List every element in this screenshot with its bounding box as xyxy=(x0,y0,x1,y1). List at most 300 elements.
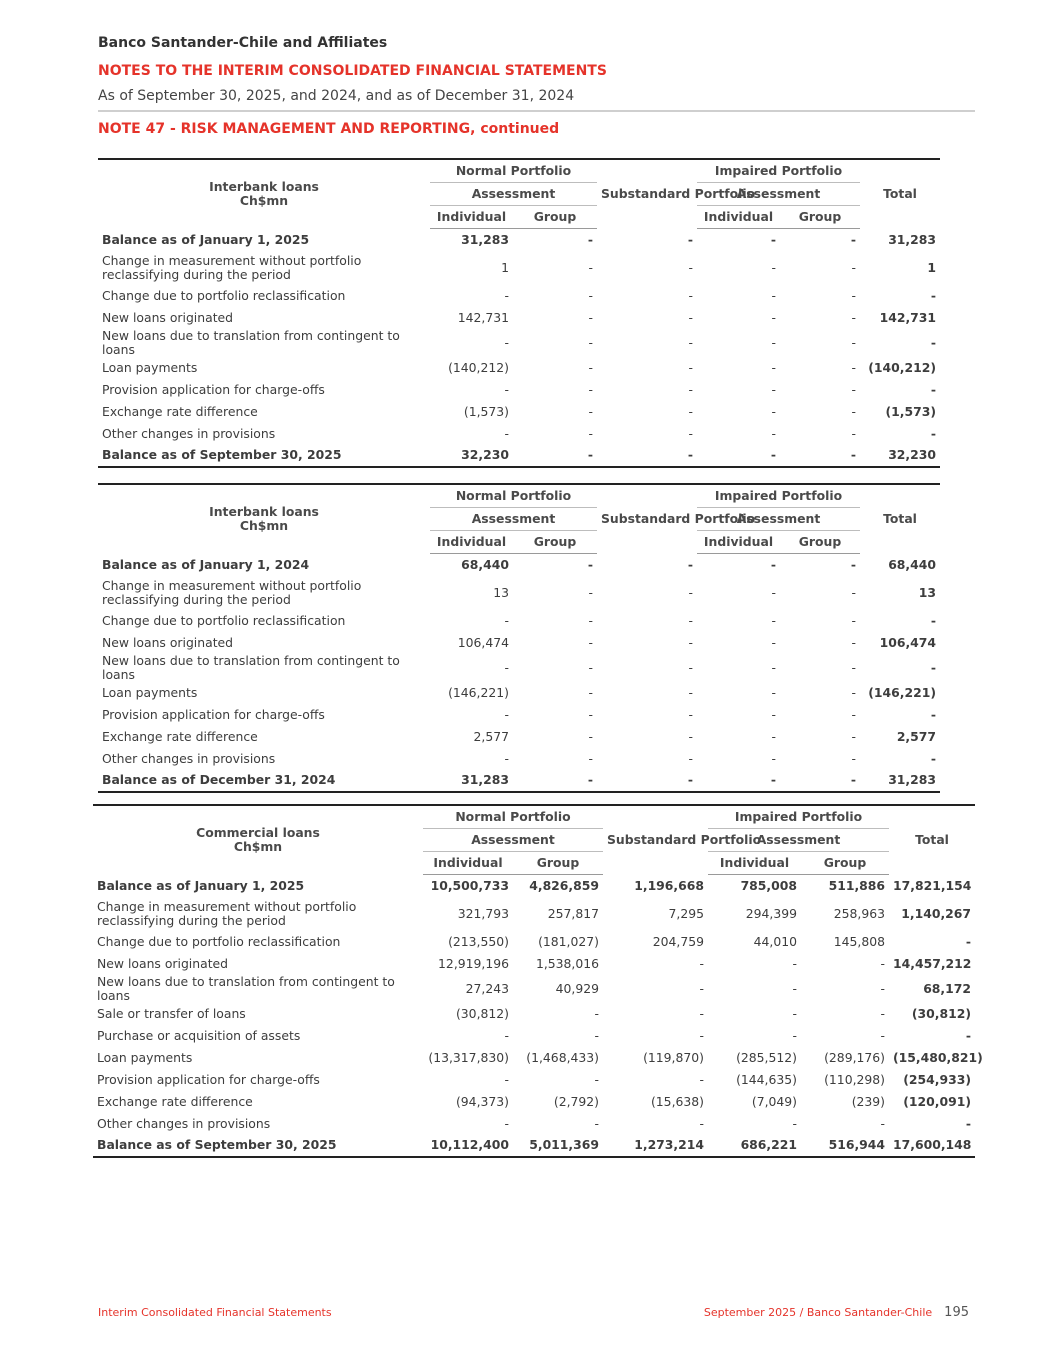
value-cell: (110,298) xyxy=(824,1071,886,1087)
value-cell: - xyxy=(780,770,860,792)
value-cell: - xyxy=(771,287,776,303)
value-cell: - xyxy=(504,612,509,628)
value-cell: 1,273,214 xyxy=(603,1135,708,1157)
value-cell: - xyxy=(699,1115,704,1131)
total-cell: 142,731 xyxy=(879,309,937,325)
value-cell: - xyxy=(770,231,776,247)
value-cell: - xyxy=(699,1005,704,1021)
value-cell: - xyxy=(688,634,693,650)
table-row xyxy=(98,445,940,467)
value-cell: - xyxy=(699,955,704,971)
interbank-loans-2024-table xyxy=(98,483,940,793)
table-row xyxy=(93,1003,975,1025)
total-cell: 17,821,154 xyxy=(893,877,972,893)
total-header: Total xyxy=(889,805,975,875)
group-header: Group xyxy=(513,531,597,554)
value-cell: - xyxy=(504,287,509,303)
value-cell: - xyxy=(504,706,509,722)
row-label: Provision application for charge-offs xyxy=(97,1071,320,1087)
value-cell: - xyxy=(771,612,776,628)
table-row xyxy=(98,554,940,576)
value-cell: 68,440 xyxy=(461,556,509,572)
value-cell: (289,176) xyxy=(824,1049,886,1065)
value-cell: - xyxy=(851,728,857,744)
value-cell: 13 xyxy=(493,584,509,600)
value-cell: 32,230 xyxy=(430,445,513,467)
value-cell: - xyxy=(688,584,693,600)
table-label-header: Interbank loans Ch$mn xyxy=(98,159,430,229)
value-cell: 10,112,400 xyxy=(423,1135,513,1157)
substandard-portfolio-header: Substandard Portfolio xyxy=(597,484,697,554)
value-cell: - xyxy=(687,231,693,247)
total-header: Total xyxy=(860,484,940,554)
value-cell: 145,808 xyxy=(833,933,886,949)
value-cell: - xyxy=(688,728,693,744)
value-cell: 12,919,196 xyxy=(438,955,509,971)
value-cell: - xyxy=(792,1115,797,1131)
value-cell: - xyxy=(504,381,509,397)
table-row xyxy=(98,726,940,748)
value-cell: - xyxy=(513,445,597,467)
value-cell: - xyxy=(588,359,593,375)
row-label: Change in measurement without portfolio reclassifying during the period xyxy=(102,252,362,282)
row-label: Balance as of January 1, 2025 xyxy=(97,877,305,893)
value-cell: (13,317,830) xyxy=(428,1049,509,1065)
table-row xyxy=(98,401,940,423)
table-row xyxy=(98,770,940,792)
table-row xyxy=(93,875,975,897)
assessment-header: Assessment xyxy=(430,508,597,531)
row-label: Balance as of January 1, 2025 xyxy=(102,231,310,247)
table-row xyxy=(98,357,940,379)
table-row xyxy=(93,1047,975,1069)
individual-header: Individual xyxy=(708,852,801,875)
value-cell: - xyxy=(588,259,593,275)
total-cell: - xyxy=(930,750,937,766)
value-cell: - xyxy=(588,750,593,766)
value-cell: - xyxy=(771,381,776,397)
row-label: Other changes in provisions xyxy=(97,1115,271,1131)
value-cell: (1,573) xyxy=(463,403,509,419)
value-cell: - xyxy=(851,334,857,350)
value-cell: 31,283 xyxy=(461,231,509,247)
value-cell: - xyxy=(597,770,697,792)
value-cell: - xyxy=(880,1027,886,1043)
value-cell: - xyxy=(687,556,693,572)
row-label: New loans due to translation from contingent to loans xyxy=(97,973,395,1003)
row-label: Provision application for charge-offs xyxy=(102,706,325,722)
total-cell: 1 xyxy=(927,259,937,275)
value-cell: (2,792) xyxy=(553,1093,599,1109)
row-label: New loans due to translation from contingent to loans xyxy=(102,327,400,357)
value-cell: - xyxy=(504,1115,509,1131)
row-label: Balance as of December 31, 2024 xyxy=(98,770,430,792)
table-label-header: Commercial loans Ch$mn xyxy=(93,805,423,875)
total-cell: (140,212) xyxy=(868,359,937,375)
value-cell: - xyxy=(594,1115,599,1131)
value-cell: - xyxy=(880,1005,886,1021)
value-cell: - xyxy=(504,659,509,675)
total-cell: 14,457,212 xyxy=(893,955,972,971)
value-cell: 204,759 xyxy=(652,933,704,949)
total-cell: 32,230 xyxy=(860,445,940,467)
total-cell: 13 xyxy=(918,584,937,600)
value-cell: 142,731 xyxy=(457,309,509,325)
value-cell: - xyxy=(588,309,593,325)
value-cell: 1 xyxy=(501,259,509,275)
row-label: Change due to portfolio reclassification xyxy=(97,933,341,949)
total-cell: (254,933) xyxy=(903,1071,972,1087)
value-cell: - xyxy=(588,634,593,650)
group-header: Group xyxy=(780,531,860,554)
individual-header: Individual xyxy=(697,206,780,229)
assessment-header: Assessment xyxy=(697,508,860,531)
interbank-loans-2025-table xyxy=(98,158,940,468)
value-cell: (140,212) xyxy=(448,359,509,375)
value-cell: - xyxy=(588,612,593,628)
table-row xyxy=(93,975,975,1003)
value-cell: - xyxy=(588,659,593,675)
table-label-header: Interbank loans Ch$mn xyxy=(98,484,430,554)
row-label: Change in measurement without portfolio reclassifying during the period xyxy=(97,898,357,928)
value-cell: - xyxy=(851,287,857,303)
footer-right: September 2025 / Banco Santander-Chile 195 xyxy=(703,1305,969,1320)
value-cell: - xyxy=(851,612,857,628)
company-name: Banco Santander-Chile and Affiliates xyxy=(98,35,388,51)
value-cell: 4,826,859 xyxy=(529,877,599,893)
value-cell: - xyxy=(771,259,776,275)
value-cell: - xyxy=(688,287,693,303)
total-cell: (1,573) xyxy=(885,403,937,419)
value-cell: - xyxy=(588,403,593,419)
value-cell: (119,870) xyxy=(643,1049,704,1065)
table-row xyxy=(93,1091,975,1113)
page-number: 195 xyxy=(944,1305,969,1320)
total-cell: (15,480,821) xyxy=(893,1049,983,1065)
row-label: New loans originated xyxy=(102,634,234,650)
value-cell: - xyxy=(688,425,693,441)
value-cell: 10,500,733 xyxy=(430,877,509,893)
value-cell: - xyxy=(594,1005,599,1021)
value-cell: - xyxy=(792,1027,797,1043)
row-label: Balance as of January 1, 2024 xyxy=(102,556,310,572)
total-cell: 68,172 xyxy=(923,980,972,996)
total-cell: - xyxy=(930,612,937,628)
total-cell: - xyxy=(965,933,972,949)
value-cell: 5,011,369 xyxy=(513,1135,603,1157)
total-cell: 1,140,267 xyxy=(901,905,972,921)
row-label: New loans originated xyxy=(102,309,234,325)
assessment-header: Assessment xyxy=(430,183,597,206)
value-cell: 7,295 xyxy=(668,905,704,921)
value-cell: - xyxy=(771,309,776,325)
total-cell: - xyxy=(930,659,937,675)
table-row xyxy=(98,748,940,770)
value-cell: - xyxy=(792,955,797,971)
table-row xyxy=(98,682,940,704)
value-cell: 516,944 xyxy=(801,1135,889,1157)
value-cell: (285,512) xyxy=(736,1049,797,1065)
table-row xyxy=(98,229,940,251)
value-cell: 27,243 xyxy=(465,980,509,996)
value-cell: - xyxy=(792,980,797,996)
value-cell: - xyxy=(688,659,693,675)
value-cell: - xyxy=(771,750,776,766)
value-cell: - xyxy=(880,980,886,996)
row-label: Exchange rate difference xyxy=(102,728,258,744)
total-cell: - xyxy=(930,381,937,397)
row-label: New loans due to translation from contingent to loans xyxy=(102,652,400,682)
value-cell: - xyxy=(850,231,857,247)
value-cell: - xyxy=(504,1027,509,1043)
value-cell: - xyxy=(771,684,776,700)
table-row xyxy=(98,307,940,329)
group-header: Group xyxy=(513,852,603,875)
assessment-header: Assessment xyxy=(697,183,860,206)
total-cell: - xyxy=(930,706,937,722)
value-cell: (1,468,433) xyxy=(526,1049,599,1065)
value-cell: - xyxy=(587,231,593,247)
value-cell: - xyxy=(851,403,857,419)
value-cell: - xyxy=(588,684,593,700)
value-cell: - xyxy=(851,584,857,600)
value-cell: 44,010 xyxy=(753,933,797,949)
row-label: Sale or transfer of loans xyxy=(97,1005,246,1021)
value-cell: - xyxy=(771,334,776,350)
value-cell: - xyxy=(588,381,593,397)
row-label: Other changes in provisions xyxy=(102,425,276,441)
individual-header: Individual xyxy=(430,206,513,229)
impaired-portfolio-header: Impaired Portfolio xyxy=(708,805,889,829)
value-cell: - xyxy=(587,556,593,572)
value-cell: - xyxy=(851,309,857,325)
value-cell: - xyxy=(688,334,693,350)
value-cell: - xyxy=(771,403,776,419)
value-cell: 40,929 xyxy=(555,980,599,996)
total-cell: 17,600,148 xyxy=(889,1135,975,1157)
total-cell: 31,283 xyxy=(860,770,940,792)
table-row xyxy=(98,704,940,726)
value-cell: - xyxy=(771,634,776,650)
value-cell: 294,399 xyxy=(745,905,797,921)
value-cell: - xyxy=(588,287,593,303)
table-row xyxy=(93,897,975,931)
value-cell: (7,049) xyxy=(751,1093,797,1109)
header-divider xyxy=(98,110,975,112)
individual-header: Individual xyxy=(430,531,513,554)
value-cell: - xyxy=(851,659,857,675)
row-label: Provision application for charge-offs xyxy=(102,381,325,397)
table-row xyxy=(93,931,975,953)
value-cell: - xyxy=(850,556,857,572)
value-cell: - xyxy=(688,403,693,419)
impaired-portfolio-header: Impaired Portfolio xyxy=(697,484,860,508)
value-cell: - xyxy=(771,425,776,441)
value-cell: - xyxy=(771,706,776,722)
total-cell: 31,283 xyxy=(888,231,937,247)
row-label: Exchange rate difference xyxy=(97,1093,253,1109)
normal-portfolio-header: Normal Portfolio xyxy=(423,805,603,829)
row-label: Exchange rate difference xyxy=(102,403,258,419)
table-row xyxy=(93,1025,975,1047)
group-header: Group xyxy=(513,206,597,229)
individual-header: Individual xyxy=(697,531,780,554)
value-cell: - xyxy=(588,425,593,441)
value-cell: - xyxy=(880,1115,886,1131)
value-cell: - xyxy=(588,706,593,722)
row-label: Loan payments xyxy=(97,1049,193,1065)
row-label: Balance as of September 30, 2025 xyxy=(93,1135,423,1157)
value-cell: - xyxy=(792,1005,797,1021)
row-label: Loan payments xyxy=(102,359,198,375)
table-row xyxy=(93,1069,975,1091)
row-label: New loans originated xyxy=(97,955,229,971)
value-cell: - xyxy=(688,381,693,397)
value-cell: - xyxy=(851,359,857,375)
value-cell: - xyxy=(588,334,593,350)
total-cell: (30,812) xyxy=(911,1005,972,1021)
total-cell: - xyxy=(930,334,937,350)
value-cell: - xyxy=(594,1071,599,1087)
total-cell: 106,474 xyxy=(879,634,937,650)
value-cell: (15,638) xyxy=(650,1093,704,1109)
value-cell: - xyxy=(688,259,693,275)
value-cell: - xyxy=(597,445,697,467)
table-row xyxy=(98,329,940,357)
substandard-portfolio-header: Substandard Portfolio xyxy=(597,159,697,229)
value-cell: - xyxy=(771,728,776,744)
total-cell: 2,577 xyxy=(896,728,937,744)
value-cell: - xyxy=(699,980,704,996)
value-cell: (30,812) xyxy=(455,1005,509,1021)
value-cell: (144,635) xyxy=(736,1071,797,1087)
row-label: Change due to portfolio reclassification xyxy=(102,287,346,303)
impaired-portfolio-header: Impaired Portfolio xyxy=(697,159,860,183)
assessment-header: Assessment xyxy=(708,829,889,852)
value-cell: - xyxy=(504,750,509,766)
value-cell: (239) xyxy=(851,1093,886,1109)
individual-header: Individual xyxy=(423,852,513,875)
value-cell: - xyxy=(688,706,693,722)
value-cell: - xyxy=(697,770,780,792)
table-row xyxy=(98,610,940,632)
value-cell: - xyxy=(851,425,857,441)
value-cell: - xyxy=(504,1071,509,1087)
value-cell: - xyxy=(594,1027,599,1043)
group-header: Group xyxy=(801,852,889,875)
value-cell: - xyxy=(851,750,857,766)
row-label: Balance as of September 30, 2025 xyxy=(98,445,430,467)
value-cell: 686,221 xyxy=(708,1135,801,1157)
value-cell: - xyxy=(851,634,857,650)
total-cell: (120,091) xyxy=(903,1093,972,1109)
value-cell: - xyxy=(588,584,593,600)
table-row xyxy=(98,423,940,445)
group-header: Group xyxy=(780,206,860,229)
value-cell: - xyxy=(504,334,509,350)
value-cell: 785,008 xyxy=(740,877,797,893)
value-cell: 258,963 xyxy=(833,905,886,921)
value-cell: - xyxy=(688,684,693,700)
row-label: Change due to portfolio reclassification xyxy=(102,612,346,628)
value-cell: 511,886 xyxy=(828,877,886,893)
value-cell: - xyxy=(688,309,693,325)
value-cell: - xyxy=(513,770,597,792)
total-cell: - xyxy=(965,1027,972,1043)
value-cell: - xyxy=(688,750,693,766)
table-row xyxy=(93,1135,975,1157)
value-cell: - xyxy=(770,556,776,572)
row-label: Change in measurement without portfolio reclassifying during the period xyxy=(102,577,362,607)
table-row xyxy=(98,654,940,682)
value-cell: - xyxy=(771,659,776,675)
total-header: Total xyxy=(860,159,940,229)
value-cell: 1,196,668 xyxy=(634,877,704,893)
value-cell: - xyxy=(771,584,776,600)
footer-left: Interim Consolidated Financial Statements xyxy=(98,1306,332,1319)
value-cell: - xyxy=(588,728,593,744)
substandard-portfolio-header: Substandard Portfolio xyxy=(603,805,708,875)
value-cell: - xyxy=(504,425,509,441)
table-row xyxy=(93,953,975,975)
value-cell: - xyxy=(688,359,693,375)
row-label: Other changes in provisions xyxy=(102,750,276,766)
value-cell: (181,027) xyxy=(538,933,599,949)
value-cell: 1,538,016 xyxy=(535,955,599,971)
value-cell: - xyxy=(697,445,780,467)
value-cell: - xyxy=(851,381,857,397)
value-cell: 2,577 xyxy=(473,728,509,744)
value-cell: - xyxy=(699,1071,704,1087)
value-cell: - xyxy=(851,259,857,275)
table-row xyxy=(98,632,940,654)
table-row xyxy=(98,576,940,610)
commercial-loans-2025-table xyxy=(93,804,983,1158)
normal-portfolio-header: Normal Portfolio xyxy=(430,484,597,508)
assessment-header: Assessment xyxy=(423,829,603,852)
value-cell: - xyxy=(699,1027,704,1043)
value-cell: 257,817 xyxy=(547,905,599,921)
date-line: As of September 30, 2025, and 2024, and as of December 31, 2024 xyxy=(98,88,575,104)
value-cell: - xyxy=(688,612,693,628)
value-cell: 106,474 xyxy=(457,634,509,650)
value-cell: - xyxy=(771,359,776,375)
normal-portfolio-header: Normal Portfolio xyxy=(430,159,597,183)
value-cell: (94,373) xyxy=(455,1093,509,1109)
row-label: Loan payments xyxy=(102,684,198,700)
total-cell: - xyxy=(930,425,937,441)
table-row xyxy=(98,251,940,285)
value-cell: - xyxy=(851,706,857,722)
table-row xyxy=(98,379,940,401)
table-row xyxy=(93,1113,975,1135)
value-cell: - xyxy=(780,445,860,467)
value-cell: 31,283 xyxy=(430,770,513,792)
value-cell: (213,550) xyxy=(448,933,509,949)
total-cell: - xyxy=(930,287,937,303)
value-cell: - xyxy=(880,955,886,971)
row-label: Purchase or acquisition of assets xyxy=(97,1027,301,1043)
value-cell: 321,793 xyxy=(457,905,509,921)
note-title: NOTE 47 - RISK MANAGEMENT AND REPORTING, continued xyxy=(98,121,560,137)
total-cell: 68,440 xyxy=(888,556,937,572)
notes-title: NOTES TO THE INTERIM CONSOLIDATED FINANCIAL STATEMENTS xyxy=(98,63,607,79)
value-cell: - xyxy=(851,684,857,700)
total-cell: - xyxy=(965,1115,972,1131)
value-cell: (146,221) xyxy=(448,684,509,700)
total-cell: (146,221) xyxy=(868,684,937,700)
table-row xyxy=(98,285,940,307)
